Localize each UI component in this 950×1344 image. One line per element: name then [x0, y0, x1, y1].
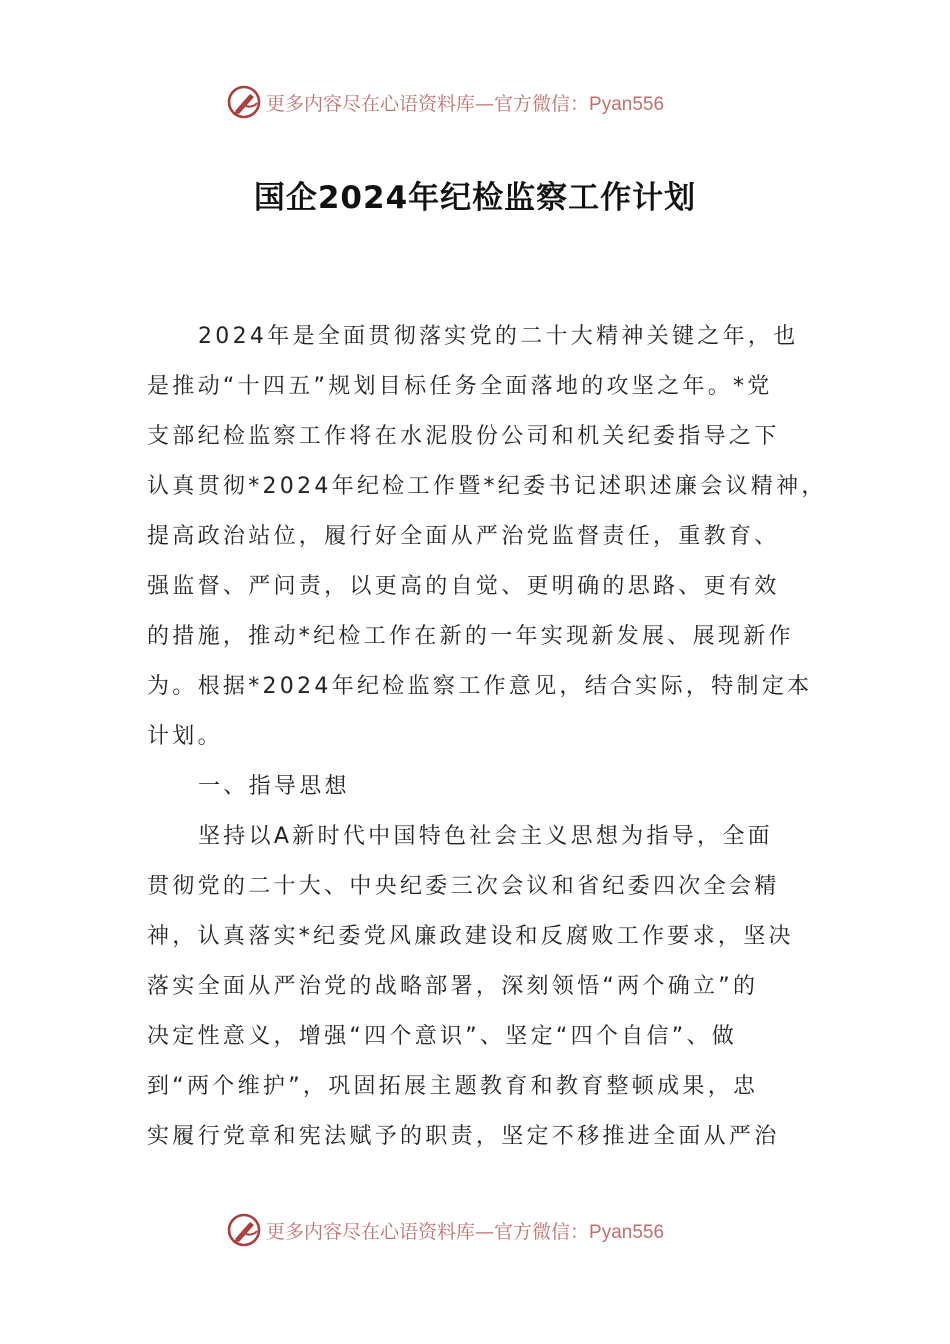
- text-line: 为。根据*2024年纪检监察工作意见，结合实际，特制定本: [147, 674, 813, 699]
- text-line: 提高政治站位，履行好全面从严治党监督责任，重教育、: [147, 524, 780, 549]
- text-line: 强监督、严问责，以更高的自觉、更明确的思路、更有效: [147, 574, 780, 599]
- watermark-wechat: Pyan556: [589, 93, 665, 115]
- text-line: 计划。: [147, 724, 223, 749]
- watermark-wechat: Pyan556: [589, 1221, 665, 1243]
- watermark-text: 更多内容尽在心语资料库—官方微信：: [266, 1220, 590, 1243]
- text-line: 的措施，推动*纪检工作在新的一年实现新发展、展现新作: [147, 624, 794, 649]
- pen-logo-icon: [226, 84, 262, 120]
- text-line: 到“两个维护”，巩固拓展主题教育和教育整顿成果，忠: [147, 1074, 759, 1099]
- watermark-banner-top: [226, 82, 726, 122]
- watermark-banner-bottom: [226, 1210, 726, 1250]
- text-line: 落实全面从严治党的战略部署，深刻领悟“两个确立”的: [147, 974, 759, 999]
- text-line: 认真贯彻*2024年纪检工作暨*纪委书记述职述廉会议精神，: [147, 474, 827, 499]
- text-line: 2024年是全面贯彻落实党的二十大精神关键之年，也: [198, 324, 799, 349]
- pen-logo-icon: [226, 1212, 262, 1248]
- document-body: [147, 312, 827, 1162]
- text-line: 决定性意义，增强“四个意识”、坚定“四个自信”、做: [147, 1024, 738, 1049]
- text-line: 是推动“十四五”规划目标任务全面落地的攻坚之年。*党: [147, 374, 773, 399]
- text-line: 神，认真落实*纪委党风廉政建设和反腐败工作要求，坚决: [147, 924, 794, 949]
- document-title: 国企2024年纪检监察工作计划: [253, 180, 697, 216]
- text-line: 实履行党章和宪法赋予的职责，坚定不移推进全面从严治: [147, 1124, 780, 1149]
- watermark-text: 更多内容尽在心语资料库—官方微信：: [266, 92, 590, 115]
- text-line: 坚持以A新时代中国特色社会主义思想为指导，全面: [198, 824, 773, 849]
- text-line: 贯彻党的二十大、中央纪委三次会议和省纪委四次全会精: [147, 874, 780, 899]
- section-heading: 一、指导思想: [198, 774, 350, 799]
- text-line: 支部纪检监察工作将在水泥股份公司和机关纪委指导之下: [147, 424, 780, 449]
